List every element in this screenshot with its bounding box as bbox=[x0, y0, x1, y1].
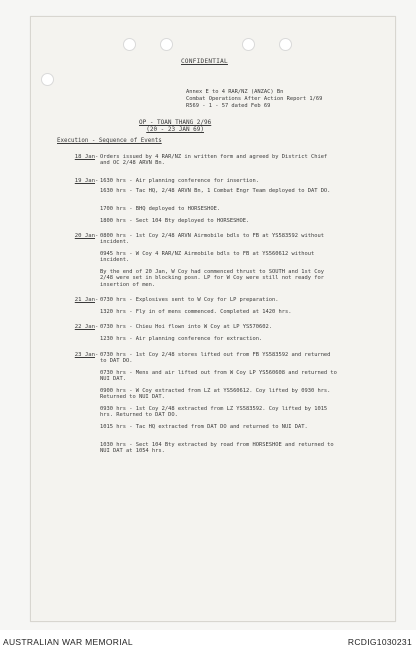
operation-title: OP - TOAN THANG 2/96 bbox=[139, 119, 212, 126]
date-dash: - bbox=[95, 297, 99, 303]
classification-marking: CONFIDENTIAL bbox=[181, 58, 228, 65]
event-date: 18 Jan bbox=[74, 154, 95, 160]
event-entry: 0900 hrs - W Coy extracted from LZ at YS560612. Coy lifted by 0930 hrs. Returned to NUI DAT. bbox=[100, 388, 331, 401]
event-entry: 1015 hrs - Tac HQ extracted from DAT DO and returned to NUI DAT. bbox=[100, 424, 308, 430]
date-dash: - bbox=[95, 233, 99, 239]
archive-footer bbox=[0, 630, 416, 653]
event-entry: 0945 hrs - W Coy 4 RAR/NZ Airmobile bdls to FB at YS560612 without incident. bbox=[100, 251, 315, 264]
event-entry: 1700 hrs - BHQ deployed to HORSESHOE. bbox=[100, 206, 221, 212]
event-entry: By the end of 20 Jan, W Coy had commenced thrust to SOUTH and 1st Coy 2/48 were set in blocking posn. LP for W Coy were still not ready for insertion of men. bbox=[100, 269, 324, 288]
event-date: 23 Jan bbox=[74, 352, 95, 358]
event-entry: 1030 hrs - Sect 104 Bty extracted by road from HORSESHOE and returned to NUI DAT at 1054 hrs. bbox=[100, 442, 334, 455]
event-entry: 0730 hrs - Mens and air lifted out from W Coy LP YS560608 and returned to NUI DAT. bbox=[100, 370, 337, 383]
date-dash: - bbox=[95, 178, 99, 184]
date-dash: - bbox=[95, 352, 99, 358]
operation-dates: (20 - 23 JAN 69) bbox=[146, 126, 205, 133]
event-entry: 1630 hrs - Tac HQ, 2/48 ARVN Bn, 1 Combat Engr Team deployed to DAT DO. bbox=[100, 188, 331, 194]
event-entry: Orders issued by 4 RAR/NZ in written form and agreed by District Chief and OC 2/48 ARVN Bn. bbox=[100, 154, 328, 167]
annex-line: Annex E to 4 RAR/NZ (ANZAC) Bn bbox=[186, 89, 284, 95]
event-date: 22 Jan bbox=[74, 324, 95, 330]
section-heading: Execution - Sequence of Events bbox=[57, 138, 162, 144]
event-date: 19 Jan bbox=[74, 178, 95, 184]
event-entry: 1800 hrs - Sect 104 Bty deployed to HORSESHOE. bbox=[100, 218, 250, 224]
event-entry: 0730 hrs - Explosives sent to W Coy for LP preparation. bbox=[100, 297, 279, 303]
event-date: 20 Jan bbox=[74, 233, 95, 239]
archive-name: AUSTRALIAN WAR MEMORIAL bbox=[3, 637, 133, 647]
annex-line: Combat Operations After Action Report 1/69 bbox=[186, 96, 323, 102]
event-entry: 0930 hrs - 1st Coy 2/48 extracted from LZ YS583592. Coy lifted by 1015 hrs. Returned to DAT DO. bbox=[100, 406, 328, 419]
event-date: 21 Jan bbox=[74, 297, 95, 303]
date-dash: - bbox=[95, 154, 99, 160]
archive-reference: RCDIG1030231 bbox=[347, 637, 412, 647]
annex-line: R569 - 1 - 57 dated Feb 69 bbox=[186, 103, 271, 109]
event-entry: 0800 hrs - 1st Coy 2/48 ARVN Airmobile bdls to FB at YS583592 without incident. bbox=[100, 233, 324, 246]
event-entry: 1320 hrs - Fly in of mens commenced. Completed at 1420 hrs. bbox=[100, 309, 292, 315]
event-entry: 0730 hrs - Chieu Hoi flown into W Coy at LP YS570602. bbox=[100, 324, 273, 330]
date-dash: - bbox=[95, 324, 99, 330]
event-entry: 1630 hrs - Air planning conference for insertion. bbox=[100, 178, 260, 184]
event-entry: 0730 hrs - 1st Coy 2/48 stores lifted out from FB YS583592 and returned to DAT DO. bbox=[100, 352, 331, 365]
event-entry: 1230 hrs - Air planning conference for extraction. bbox=[100, 336, 263, 342]
operation-heading bbox=[139, 119, 211, 133]
